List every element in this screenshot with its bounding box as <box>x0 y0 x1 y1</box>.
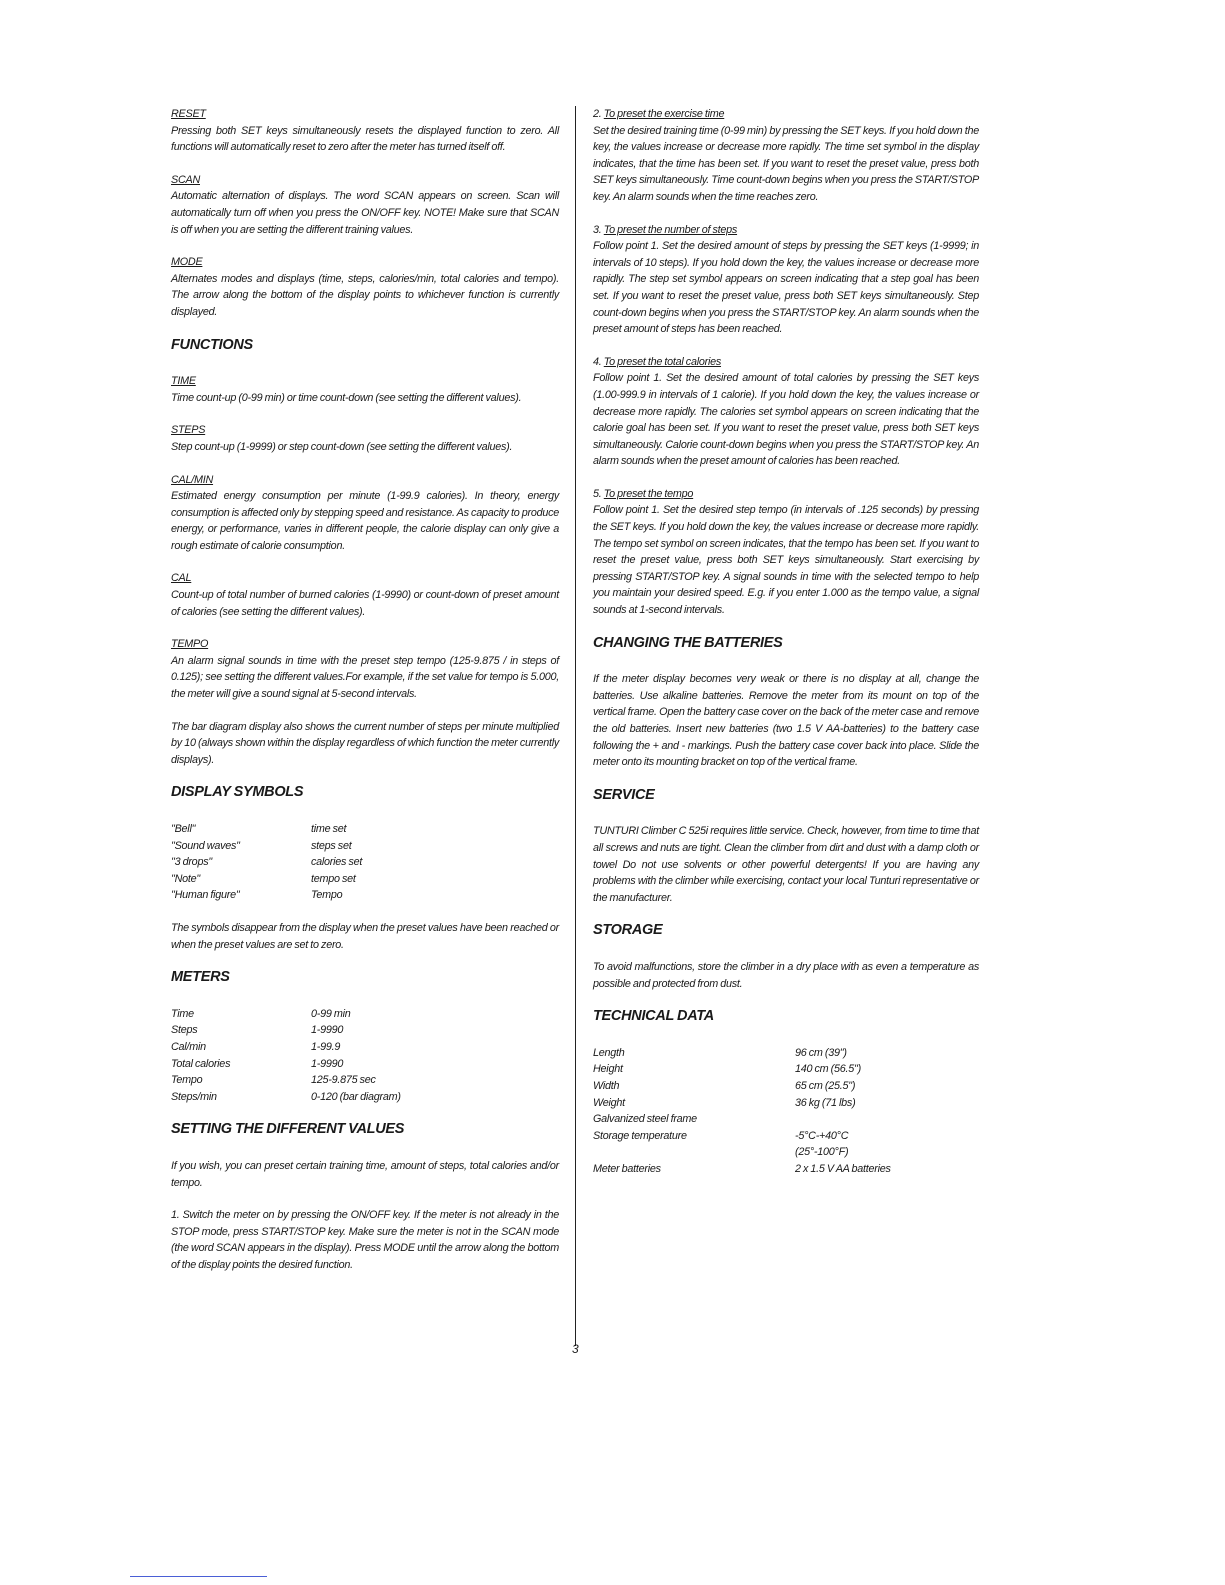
symbol-meaning: tempo set <box>311 872 356 885</box>
scan-term: SCAN <box>171 173 200 186</box>
tech-row <box>593 1061 979 1078</box>
left-column <box>171 106 559 1289</box>
step-5-title: To preset the tempo <box>603 487 694 500</box>
meters-list <box>171 1006 559 1106</box>
symbol-row <box>171 871 559 888</box>
symbol-row <box>171 887 559 904</box>
batteries-text: If the meter display becomes very weak or there is no display at all, change the batteries. Use alkaline batteries. Remove the meter from its mount on top of the vertical frame. Open the battery case cover on the back of the meter case and remove the old batteries. Insert new batteries (two 1.5 V AA-batteries) to the battery case following the + and - markings. Push the battery case cover back into place. Slide the meter onto its mounting bracket on top of the vertical frame. <box>593 673 979 769</box>
setting-step-1: 1. Switch the meter on by pressing the ON/OFF key. If the meter is not already in the STOP mode, press START/STOP key. Make sure the meter is not in the SCAN mode (the word SCAN appears in the display). Press MODE until the arrow along the bottom of the display points the desired function. <box>171 1209 559 1271</box>
batteries-heading: CHANGING THE BATTERIES <box>593 634 783 651</box>
time-term: TIME <box>171 375 196 388</box>
meter-name: Tempo <box>171 1074 203 1087</box>
tech-value: -5°C-+40°C <box>795 1129 849 1142</box>
meter-row <box>171 1039 559 1056</box>
step-3-section <box>593 222 979 338</box>
calmin-section <box>171 472 559 555</box>
tech-row <box>593 1144 979 1161</box>
step-5-title-line <box>593 486 979 503</box>
step-2-title: To preset the exercise time <box>603 108 725 120</box>
symbol-name: "Bell" <box>171 823 196 835</box>
tech-name: Width <box>593 1079 620 1092</box>
storage-heading: STORAGE <box>593 922 663 939</box>
page-number: 3 <box>572 1342 579 1356</box>
symbol-row <box>171 854 559 871</box>
tech-name <box>593 1144 795 1161</box>
steps-term: STEPS <box>171 424 206 437</box>
footer-rule <box>130 1576 267 1577</box>
cal-term: CAL <box>171 572 192 585</box>
functions-heading: FUNCTIONS <box>171 336 253 353</box>
symbol-name: "Human figure" <box>171 889 240 902</box>
symbol-row <box>171 838 559 855</box>
meter-range: 0-99 min <box>311 1007 351 1020</box>
meter-range: 1-9990 <box>311 1024 344 1037</box>
symbols-list <box>171 821 559 904</box>
tempo-term: TEMPO <box>171 638 209 651</box>
technical-list <box>593 1045 979 1178</box>
meter-range: 125-9.875 sec <box>311 1074 376 1087</box>
scan-text: Automatic alternation of displays. The word SCAN appears on screen. Scan will automatically turn off when you press the ON/OFF key. NOTE! Make sure that SCAN is off when you are setting the different training values. <box>171 190 559 236</box>
mode-text: Alternates modes and displays (time, steps, calories/min, total calories and tempo). The arrow along the bottom of the display points to whichever function is currently displayed. <box>171 272 559 318</box>
step-4-number: 4. <box>593 355 602 368</box>
scan-section <box>171 172 559 238</box>
step-2-section <box>593 106 979 206</box>
step-3-number: 3. <box>593 223 602 236</box>
setting-intro: If you wish, you can preset certain training time, amount of steps, total calories and/or tempo. <box>171 1159 559 1189</box>
tech-name: Length <box>593 1046 625 1059</box>
time-section <box>171 373 559 406</box>
tech-row <box>593 1078 979 1095</box>
calmin-term: CAL/MIN <box>171 473 214 486</box>
step-5-number: 5. <box>593 487 602 500</box>
step-2-title-line <box>593 106 979 123</box>
tech-value <box>795 1111 979 1128</box>
step-3-title-line <box>593 222 979 239</box>
meters-heading: METERS <box>171 969 230 986</box>
mode-section <box>171 254 559 320</box>
meter-row <box>171 1022 559 1039</box>
steps-section <box>171 422 559 455</box>
tech-name: Weight <box>593 1096 625 1109</box>
mode-term: MODE <box>171 256 203 269</box>
tech-name: Height <box>593 1063 623 1076</box>
bar-diagram-text: The bar diagram display also shows the current number of steps per minute multiplied by 10 (always shown within the display regardless of which function the meter currently displays). <box>171 720 559 766</box>
tempo-text: An alarm signal sounds in time with the preset step tempo (125-9.875 / in steps of 0.125); see setting the different values.For example, if the set value for tempo is 5.000, the meter will give a sound signal at 5-second intervals. <box>171 654 559 701</box>
tech-value: 65 cm (25.5") <box>795 1079 856 1092</box>
service-text: TUNTURI Climber C 525i requires little service. Check, however, from time to time that all screws and nuts are tight. Clean the climber from dirt and dust with a damp cloth or towel Do not use solvents or other powerful detergents! If you are having any problems with the climber while exercising, contact your local Tunturi representative or the manufacturer. <box>593 825 979 904</box>
symbols-note: The symbols disappear from the display when the preset values have been reached or when the preset values are set to zero. <box>171 921 559 951</box>
meter-row <box>171 1089 559 1106</box>
step-3-text: Follow point 1. Set the desired amount of steps by pressing the SET keys (1-9999; in intervals of 10 steps). If you hold down the key, the values increase or decrease more rapidly. The step set symbol appears on screen indicating that a step goal has been set. If you want to reset the preset value, press both SET keys simultaneously. Step count-down begins when you press the START/STOP key. An alarm sounds when the preset amount of steps has been reached. <box>593 240 979 336</box>
reset-term: RESET <box>171 108 206 120</box>
meter-row <box>171 1072 559 1089</box>
setting-heading: SETTING THE DIFFERENT VALUES <box>171 1121 405 1138</box>
tech-value: 36 kg (71 lbs) <box>795 1096 856 1109</box>
step-4-title: To preset the total calories <box>603 355 722 368</box>
step-4-text: Follow point 1. Set the desired amount of total calories by pressing the SET keys (1.00-999.9 in intervals of 1 calorie). If you hold down the key, the values increase or decrease more rapidly. The calories set symbol appears on screen indicating that the calorie goal has been set. If you want to reset the preset value, press both SET keys simultaneously. Calorie count-down begins when you press the START/STOP key. An alarm sounds when the preset amount of calories has been reached. <box>593 372 979 468</box>
step-2-text: Set the desired training time (0-99 min) by pressing the SET keys. If you hold down the key, the values increase or decrease more rapidly. The time set symbol in the display indicates, that the time has been set. If you want to reset the preset value, press both SET keys simultaneously. Time count-down begins when you press the START/STOP key. An alarm sounds when the time reaches zero. <box>593 124 979 203</box>
meter-name: Cal/min <box>171 1040 206 1053</box>
step-4-section <box>593 354 979 470</box>
meter-name: Steps <box>171 1024 198 1037</box>
tech-name: Meter batteries <box>593 1162 661 1175</box>
time-text: Time count-up (0-99 min) or time count-down (see setting the different values). <box>171 391 522 404</box>
right-column <box>593 106 979 1193</box>
meter-name: Total calories <box>171 1057 231 1070</box>
cal-text: Count-up of total number of burned calories (1-9990) or count-down of preset amount of calories (see setting the different values). <box>171 589 559 618</box>
tech-row <box>593 1095 979 1112</box>
tech-value: (25°-100°F) <box>795 1146 849 1159</box>
tempo-section <box>171 636 559 702</box>
meter-range: 1-99.9 <box>311 1040 341 1053</box>
steps-text: Step count-up (1-9999) or step count-down (see setting the different values). <box>171 440 513 453</box>
symbol-meaning: time set <box>311 823 347 835</box>
step-4-title-line <box>593 354 979 371</box>
meter-range: 1-9990 <box>311 1057 344 1070</box>
symbol-meaning: calories set <box>311 856 363 869</box>
symbol-meaning: Tempo <box>311 889 343 902</box>
tech-row <box>593 1111 979 1128</box>
tech-value: 140 cm (56.5") <box>795 1063 861 1076</box>
cal-section <box>171 570 559 620</box>
step-5-text: Follow point 1. Set the desired step tempo (in intervals of .125 seconds) by pressing the SET keys. If you hold down the key, the values increase or decrease more rapidly. The tempo set symbol on screen indicates, that the tempo has been set. If you want to reset the preset value, press both SET keys simultaneously. Start exercising by pressing START/STOP key. A signal sounds in time with the selected tempo to help you maintain your desired speed. E.g. if you enter 1.000 as the tempo value, a signal sounds at 1-second intervals. <box>593 504 979 617</box>
tech-row <box>593 1045 979 1062</box>
symbol-name: "Note" <box>171 872 200 885</box>
reset-section <box>171 106 559 156</box>
step-3-title: To preset the number of steps <box>603 223 738 236</box>
tech-name: Galvanized steel frame <box>593 1113 697 1126</box>
symbol-meaning: steps set <box>311 839 352 852</box>
meter-name: Time <box>171 1007 194 1020</box>
meter-name: Steps/min <box>171 1090 217 1103</box>
symbol-row <box>171 821 559 838</box>
calmin-text: Estimated energy consumption per minute (1-99.9 calories). In theory, energy consumption is affected only by stepping speed and resistance. As capacity to produce energy, or performance, varies in different people, the calorie display can only give a rough estimate of calorie consumption. <box>171 490 559 552</box>
meter-range: 0-120 (bar diagram) <box>311 1090 401 1103</box>
step-2-number: 2. <box>593 108 602 120</box>
tech-row <box>593 1161 979 1178</box>
column-divider <box>575 106 576 1346</box>
step-5-section <box>593 486 979 619</box>
symbol-name: "3 drops" <box>171 856 212 869</box>
storage-text: To avoid malfunctions, store the climber in a dry place with as even a temperature as possible and protected from dust. <box>593 960 979 990</box>
tech-value: 96 cm (39") <box>795 1046 847 1059</box>
symbol-name: "Sound waves" <box>171 839 240 852</box>
meter-row <box>171 1056 559 1073</box>
reset-text: Pressing both SET keys simultaneously resets the displayed function to zero. All functions will automatically reset to zero after the meter has turned itself off. <box>171 124 559 154</box>
meter-row <box>171 1006 559 1023</box>
tech-value: 2 x 1.5 V AA batteries <box>795 1162 891 1175</box>
service-heading: SERVICE <box>593 786 655 803</box>
tech-name: Storage temperature <box>593 1129 687 1142</box>
display-symbols-heading: DISPLAY SYMBOLS <box>171 784 304 801</box>
tech-row <box>593 1128 979 1145</box>
technical-heading: TECHNICAL DATA <box>593 1008 714 1025</box>
